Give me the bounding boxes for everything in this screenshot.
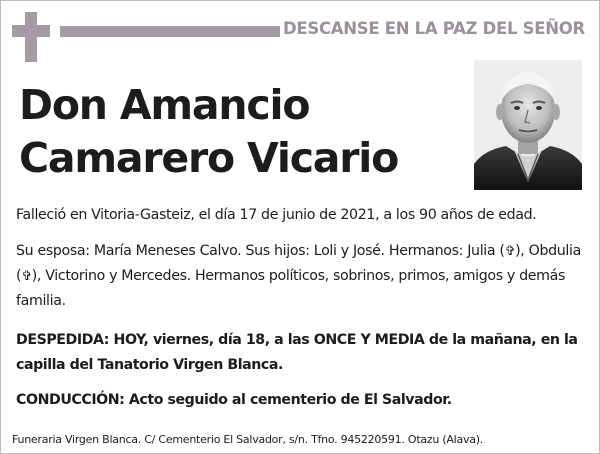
procession-notice: CONDUCCIÓN: Acto seguido al cementerio de El Salvador.: [16, 392, 452, 408]
header-title: DESCANSE EN LA PAZ DEL SEÑOR: [283, 19, 585, 38]
deceased-name-line1: Don Amancio: [19, 81, 310, 129]
death-notice: Falleció en Vitoria-Gasteiz, el día 17 de junio de 2021, a los 90 años de edad.: [16, 207, 537, 223]
funeral-home-footer: Funeraria Virgen Blanca. C/ Cementerio El Salvador, s/n. Tfno. 945220591. Otazu (Alava).: [12, 433, 484, 446]
deceased-cross-icon: ✞: [21, 269, 32, 284]
deceased-photo: [474, 60, 582, 190]
deceased-name-line2: Camarero Vicario: [19, 134, 399, 182]
family-text-part3: ), Victorino y Mercedes. Hermanos políticos, sobrinos, primos, amigos y demás familia.: [16, 268, 565, 309]
deceased-cross-icon: ✞: [504, 244, 516, 259]
header-rule: [60, 26, 280, 37]
family-members: [16, 239, 591, 314]
family-text-part1: Su esposa: María Meneses Calvo. Sus hijos: Loli y José. Hermanos: Julia (: [16, 243, 505, 259]
farewell-notice: DESPEDIDA: HOY, viernes, día 18, a las ONCE Y MEDIA de la mañana, en la capilla del Tanatorio Virgen Blanca.: [16, 332, 578, 373]
deceased-name: [19, 79, 459, 185]
family-text-part2: ), Obdulia (: [16, 243, 581, 284]
